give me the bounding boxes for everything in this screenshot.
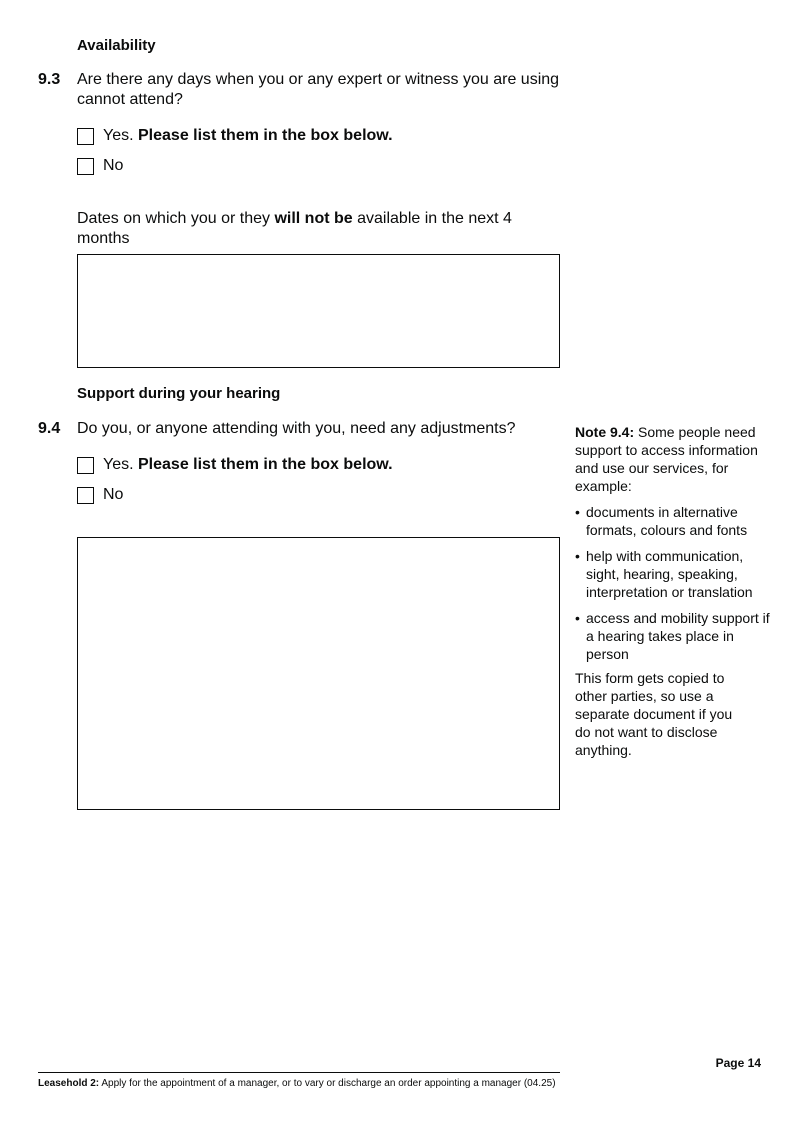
note-closing-text: This form gets copied to other parties, so use a separate document if you do not want to disclose anything. [575, 670, 733, 758]
note-bullet-list [575, 503, 775, 663]
availability-yes-instruction: Please list them in the box below. [138, 127, 393, 144]
question-9-3-text [77, 70, 567, 110]
question-9-4-text: Do you, or anyone attending with you, need any adjustments? [77, 420, 516, 437]
dates-label-pre: Dates on which you or they [77, 210, 270, 227]
availability-heading: Availability [77, 37, 156, 54]
support-yes-label [103, 455, 393, 475]
note-bullet-text: access and mobility support if a hearing takes place in person [586, 610, 770, 662]
note-bullet-text: help with communication, sight, hearing, speaking, interpretation or translation [586, 548, 753, 600]
support-no-checkbox[interactable] [77, 487, 94, 504]
unavailable-dates-textbox[interactable] [77, 254, 560, 368]
dates-label-line1 [77, 209, 547, 229]
note-9-4 [575, 423, 775, 759]
dates-label [77, 209, 547, 249]
support-yes-option[interactable] [77, 455, 393, 475]
question-number-9-3: 9.3 [38, 71, 61, 88]
bullet-icon: • [575, 504, 580, 520]
question-number-9-4: 9.4 [38, 420, 61, 437]
support-yes-prefix: Yes. [103, 456, 134, 473]
support-yes-checkbox[interactable] [77, 457, 94, 474]
footer-description: Apply for the appointment of a manager, or to vary or discharge an order appointing a manager (04.25) [101, 1078, 556, 1089]
availability-yes-prefix: Yes. [103, 127, 134, 144]
footer-form-name: Leasehold 2: [38, 1078, 100, 1089]
support-no-label: No [103, 486, 124, 503]
dates-label-bold: will not be [274, 210, 353, 227]
note-title: Note 9.4: [575, 424, 635, 440]
page-number: Page 14 [715, 1056, 761, 1070]
note-intro [575, 423, 775, 495]
availability-yes-option[interactable] [77, 126, 393, 146]
availability-no-checkbox[interactable] [77, 158, 94, 175]
bullet-icon: • [575, 548, 580, 564]
bullet-icon: • [575, 610, 580, 626]
availability-no-label: No [103, 157, 124, 174]
note-bullet-item [575, 547, 775, 601]
availability-yes-checkbox[interactable] [77, 128, 94, 145]
availability-yes-label [103, 126, 393, 146]
question-9-3-line2: cannot attend? [77, 91, 183, 108]
question-9-3-line1: Are there any days when you or any expert or witness you are using [77, 71, 560, 88]
note-bullet-item [575, 609, 775, 663]
footer-caption [38, 1078, 556, 1090]
adjustments-textbox[interactable] [77, 537, 560, 810]
note-bullet-item [575, 503, 775, 539]
dates-label-post: available in the next 4 [357, 210, 512, 227]
support-yes-instruction: Please list them in the box below. [138, 456, 393, 473]
dates-label-line2: months [77, 230, 130, 247]
note-intro-text: Some people need support to access information and use our services, for example: [575, 424, 758, 494]
footer-divider [38, 1072, 560, 1073]
note-bullet-text: documents in alternative formats, colours and fonts [586, 504, 748, 538]
support-heading: Support during your hearing [77, 385, 281, 402]
availability-no-option[interactable] [77, 156, 123, 176]
support-no-option[interactable] [77, 485, 123, 505]
